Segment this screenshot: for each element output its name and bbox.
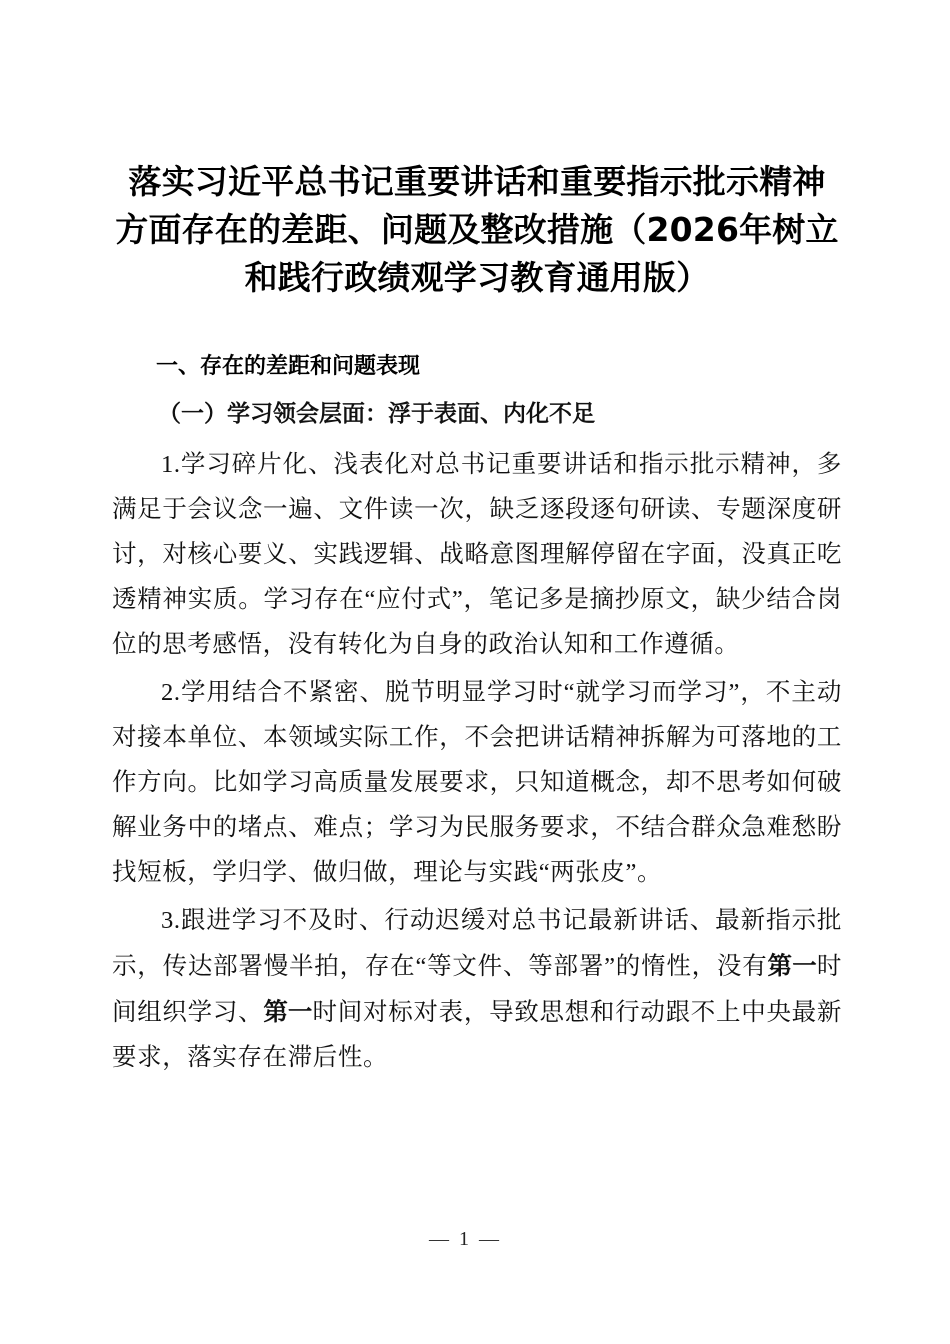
paragraph-3-run-2: 时间组织学习、	[112, 953, 842, 1026]
sub-heading-one-a: （一）学习领会层面：浮于表面、内化不足	[158, 401, 595, 426]
paragraph-3-run-1: 3.跟进学习不及时、行动迟缓对总书记最新讲话、最新指示批示，传达部署慢半拍，存在“等文件、等部署”的惰性，没有	[112, 907, 842, 980]
paragraph-3-run-3: 时间对标对表，导致思想和行动跟不上中央最新要求，落实存在滞后性。	[112, 999, 842, 1071]
section-heading-one: 一、存在的差距和问题表现	[156, 354, 421, 379]
footer-dash-left: —	[429, 1228, 449, 1250]
body-paragraph-2: 2.学用结合不紧密、脱节明显学习时“就学习而学习”，不主动对接本单位、本领域实际工作，不会把讲话精神拆解为可落地的工作方向。比如学习高质量发展要求，只知道概念，却不思考如何破解业务中的堵点、难点；学习为民服务要求，不结合群众急难愁盼找短板，学归学、做归做，理论与实践“两张皮”。	[112, 679, 842, 886]
page-number: 1	[459, 1228, 469, 1250]
paragraph-3-emphasis-1: 第一	[767, 951, 817, 980]
page-title: 落实习近平总书记重要讲话和重要指示批示精神方面存在的差距、问题及整改措施（2026年树立和践行政绩观学习教育通用版）	[115, 162, 839, 297]
page-footer	[0, 1228, 950, 1251]
body-paragraph-3	[112, 895, 842, 1080]
page-content	[112, 0, 842, 1080]
footer-dash-right: —	[479, 1228, 499, 1250]
paragraph-3-emphasis-2: 第一	[263, 997, 313, 1026]
body-paragraph-1: 1.学习碎片化、浅表化对总书记重要讲话和指示批示精神，多满足于会议念一遍、文件读一次，缺乏逐段逐句研读、专题深度研讨，对核心要义、实践逻辑、战略意图理解停留在字面，没真正吃透精神实质。学习存在“应付式”，笔记多是摘抄原文，缺少结合岗位的思考感悟，没有转化为自身的政治认知和工作遵循。	[112, 451, 842, 658]
